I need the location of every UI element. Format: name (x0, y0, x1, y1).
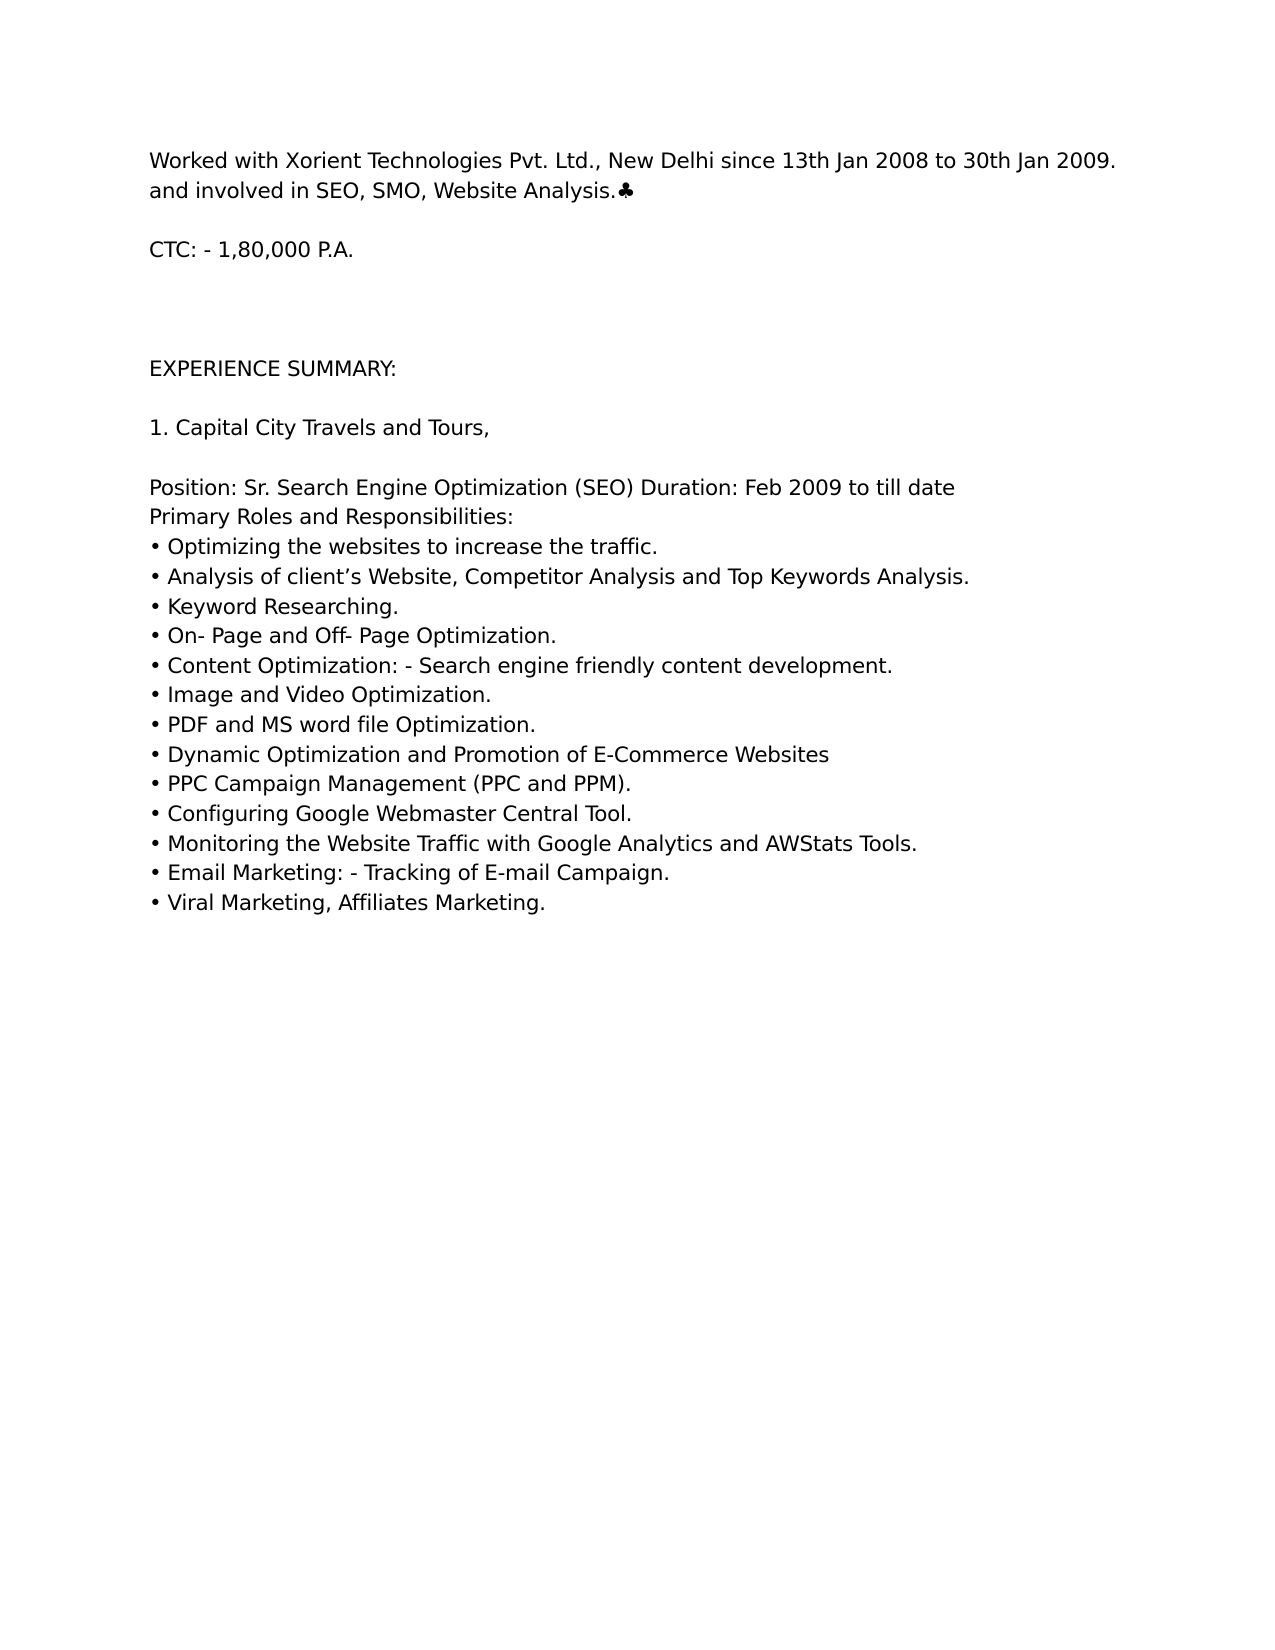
list-item (149, 859, 670, 889)
list-item (149, 830, 917, 860)
list-item-text: Configuring Google Webmaster Central Tool. (167, 802, 633, 827)
employment-line-1: Worked with Xorient Technologies Pvt. Ltd., New Delhi since 13th Jan 2008 to 30th Jan 2009. (149, 149, 1117, 174)
list-item-text: Dynamic Optimization and Promotion of E-Commerce Websites (167, 743, 830, 768)
bullet-icon: • (149, 595, 162, 620)
experience-heading: EXPERIENCE SUMMARY: (149, 357, 397, 382)
company-name: 1. Capital City Travels and Tours, (149, 416, 490, 441)
roles-heading: Primary Roles and Responsibilities: (149, 505, 514, 530)
list-item (149, 770, 631, 800)
list-item-text: Optimizing the websites to increase the traffic. (167, 535, 658, 560)
ctc-text: CTC: - 1,80,000 P.A. (149, 238, 354, 263)
bullet-icon: • (149, 832, 162, 857)
list-item (149, 533, 658, 563)
bullet-icon: • (149, 654, 162, 679)
bullet-icon: • (149, 565, 162, 590)
list-item-text: On- Page and Off- Page Optimization. (167, 624, 557, 649)
list-item-text: Email Marketing: - Tracking of E-mail Campaign. (167, 861, 670, 886)
list-item (149, 800, 632, 830)
list-item-text: Keyword Researching. (167, 595, 399, 620)
bullet-icon: • (149, 772, 162, 797)
list-item (149, 889, 546, 919)
list-item-text: Monitoring the Website Traffic with Google Analytics and AWStats Tools. (167, 832, 918, 857)
bullet-icon: • (149, 743, 162, 768)
bullet-icon: • (149, 535, 162, 560)
bullet-icon: • (149, 713, 162, 738)
list-item-text: Viral Marketing, Affiliates Marketing. (167, 891, 546, 916)
bullet-icon: • (149, 861, 162, 886)
list-item (149, 593, 399, 623)
list-item (149, 711, 536, 741)
list-item (149, 652, 893, 682)
bullet-icon: • (149, 891, 162, 916)
list-item-text: PDF and MS word file Optimization. (167, 713, 536, 738)
list-item-text: PPC Campaign Management (PPC and PPM). (167, 772, 632, 797)
list-item-text: Image and Video Optimization. (167, 683, 492, 708)
list-item-text: Analysis of client’s Website, Competitor Analysis and Top Keywords Analysis. (167, 565, 970, 590)
bullet-icon: • (149, 683, 162, 708)
list-item (149, 741, 829, 771)
employment-line-2: and involved in SEO, SMO, Website Analysis.♣ (149, 179, 636, 204)
bullet-icon: • (149, 802, 162, 827)
list-item (149, 622, 557, 652)
list-item (149, 681, 492, 711)
list-item-text: Content Optimization: - Search engine friendly content development. (167, 654, 893, 679)
list-item (149, 563, 970, 593)
position-line: Position: Sr. Search Engine Optimization (SEO) Duration: Feb 2009 to till date (149, 476, 955, 501)
bullet-icon: • (149, 624, 162, 649)
